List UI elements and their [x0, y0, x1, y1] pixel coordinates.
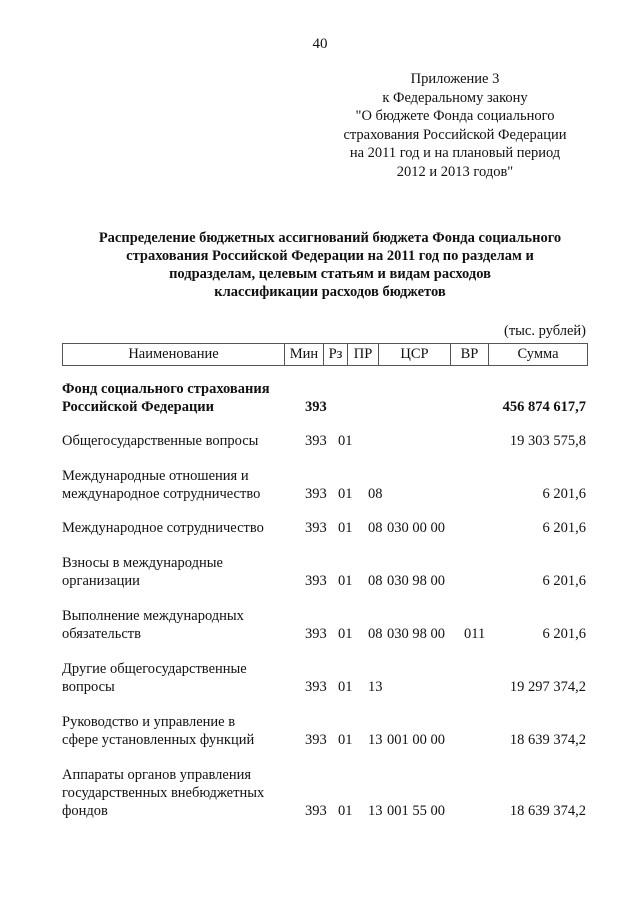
appendix-line: Приложение 3 — [410, 71, 500, 87]
table-row — [62, 554, 586, 590]
row-name — [62, 660, 282, 696]
cell-csr: 030 98 00 — [387, 626, 445, 642]
cell-csr: 001 00 00 — [387, 732, 445, 748]
row-name-line: Взносы в международные — [62, 555, 223, 571]
cell-sum: 19 297 374,2 — [509, 679, 586, 695]
cell-sum: 6 201,6 — [542, 520, 586, 536]
row-name-line: обязательств — [62, 626, 141, 642]
title-line: классификации расходов бюджетов — [214, 284, 446, 300]
cell-sum: 19 303 575,8 — [509, 433, 586, 449]
cell-csr: 001 55 00 — [387, 803, 445, 819]
cell-min: 393 — [305, 433, 327, 449]
row-name-line: фондов — [62, 803, 108, 819]
cell-pr: 08 — [368, 520, 383, 536]
cell-min: 393 — [305, 486, 327, 502]
row-name — [62, 766, 282, 820]
table-row — [62, 766, 586, 820]
cell-min: 393 — [305, 520, 327, 536]
document-title — [60, 229, 600, 301]
table-row — [62, 660, 586, 696]
cell-pr: 13 — [368, 732, 383, 748]
cell-pr: 08 — [368, 573, 383, 589]
cell-rz: 01 — [338, 803, 353, 819]
units-label: (тыс. рублей) — [504, 323, 586, 339]
row-name — [62, 467, 282, 503]
cell-min: 393 — [305, 732, 327, 748]
cell-rz: 01 — [338, 520, 353, 536]
row-name-line: Другие общегосударственные — [62, 661, 247, 677]
header-pr: ПР — [348, 344, 379, 365]
appendix-line: к Федеральному закону — [382, 89, 528, 106]
table-row — [62, 380, 586, 416]
row-name-line: Руководство и управление в — [62, 714, 236, 730]
cell-pr: 13 — [368, 803, 383, 819]
cell-pr: 13 — [368, 679, 383, 695]
table-row — [62, 713, 586, 749]
header-vr: ВР — [451, 344, 489, 365]
table-row — [62, 519, 586, 537]
appendix-line: 2012 и 2013 годов" — [396, 163, 514, 180]
row-name — [62, 607, 282, 643]
cell-sum: 18 639 374,2 — [509, 732, 586, 748]
cell-rz: 01 — [338, 732, 353, 748]
cell-sum: 6 201,6 — [542, 486, 586, 502]
cell-csr: 030 00 00 — [387, 520, 445, 536]
cell-min: 393 — [305, 399, 327, 415]
cell-sum: 456 874 617,7 — [502, 399, 586, 415]
row-name-line: сфере установленных функций — [62, 732, 255, 748]
cell-csr: 030 98 00 — [387, 573, 445, 589]
row-name-line: Международное сотрудничество — [62, 520, 264, 536]
header-rz: Рз — [324, 344, 348, 365]
row-name-line: Международные отношения и — [62, 468, 249, 484]
page-number: 40 — [312, 36, 328, 52]
row-name-line: Фонд социального страхования — [62, 381, 270, 397]
cell-rz: 01 — [338, 433, 353, 449]
title-line: страхования Российской Федерации на 2011 год по разделам и — [126, 248, 534, 264]
title-line: Распределение бюджетных ассигнований бюджета Фонда социального — [98, 230, 562, 246]
cell-min: 393 — [305, 626, 327, 642]
row-name-line: Выполнение международных — [62, 608, 244, 624]
cell-min: 393 — [305, 573, 327, 589]
row-name — [62, 380, 282, 416]
cell-sum: 18 639 374,2 — [509, 803, 586, 819]
row-name — [62, 519, 282, 537]
cell-pr: 08 — [368, 486, 383, 502]
row-name-line: Аппараты органов управления — [62, 767, 252, 783]
appendix-line: "О бюджете Фонда социального — [355, 108, 555, 124]
cell-rz: 01 — [338, 486, 353, 502]
header-min: Мин — [285, 344, 324, 365]
appendix-line: на 2011 год и на плановый период — [349, 145, 561, 161]
cell-rz: 01 — [338, 679, 353, 695]
cell-pr: 08 — [368, 626, 383, 642]
row-name-line: государственных внебюджетных — [62, 785, 265, 801]
header-sum: Сумма — [517, 346, 559, 362]
table-row — [62, 607, 586, 643]
row-name-line: организации — [62, 573, 140, 589]
table-row — [62, 467, 586, 503]
row-name — [62, 554, 282, 590]
cell-min: 393 — [305, 679, 327, 695]
appendix-reference — [330, 70, 580, 181]
row-name-line: международное сотрудничество — [62, 486, 261, 502]
cell-rz: 01 — [338, 626, 353, 642]
header-csr: ЦСР — [379, 344, 451, 365]
row-name-line: вопросы — [62, 679, 115, 695]
appendix-line: страхования Российской Федерации — [343, 126, 567, 143]
cell-sum: 6 201,6 — [542, 573, 586, 589]
cell-rz: 01 — [338, 573, 353, 589]
cell-sum: 6 201,6 — [542, 626, 586, 642]
row-name-line: Российской Федерации — [62, 399, 215, 415]
cell-vr: 011 — [464, 626, 486, 642]
row-name — [62, 432, 282, 450]
table-row — [62, 432, 586, 450]
row-name-line: Общегосударственные вопросы — [62, 433, 259, 449]
cell-min: 393 — [305, 803, 327, 819]
row-name — [62, 713, 282, 749]
title-line: подразделам, целевым статьям и видам расходов — [169, 266, 491, 282]
header-name: Наименование — [63, 344, 285, 365]
table-header — [62, 343, 588, 366]
